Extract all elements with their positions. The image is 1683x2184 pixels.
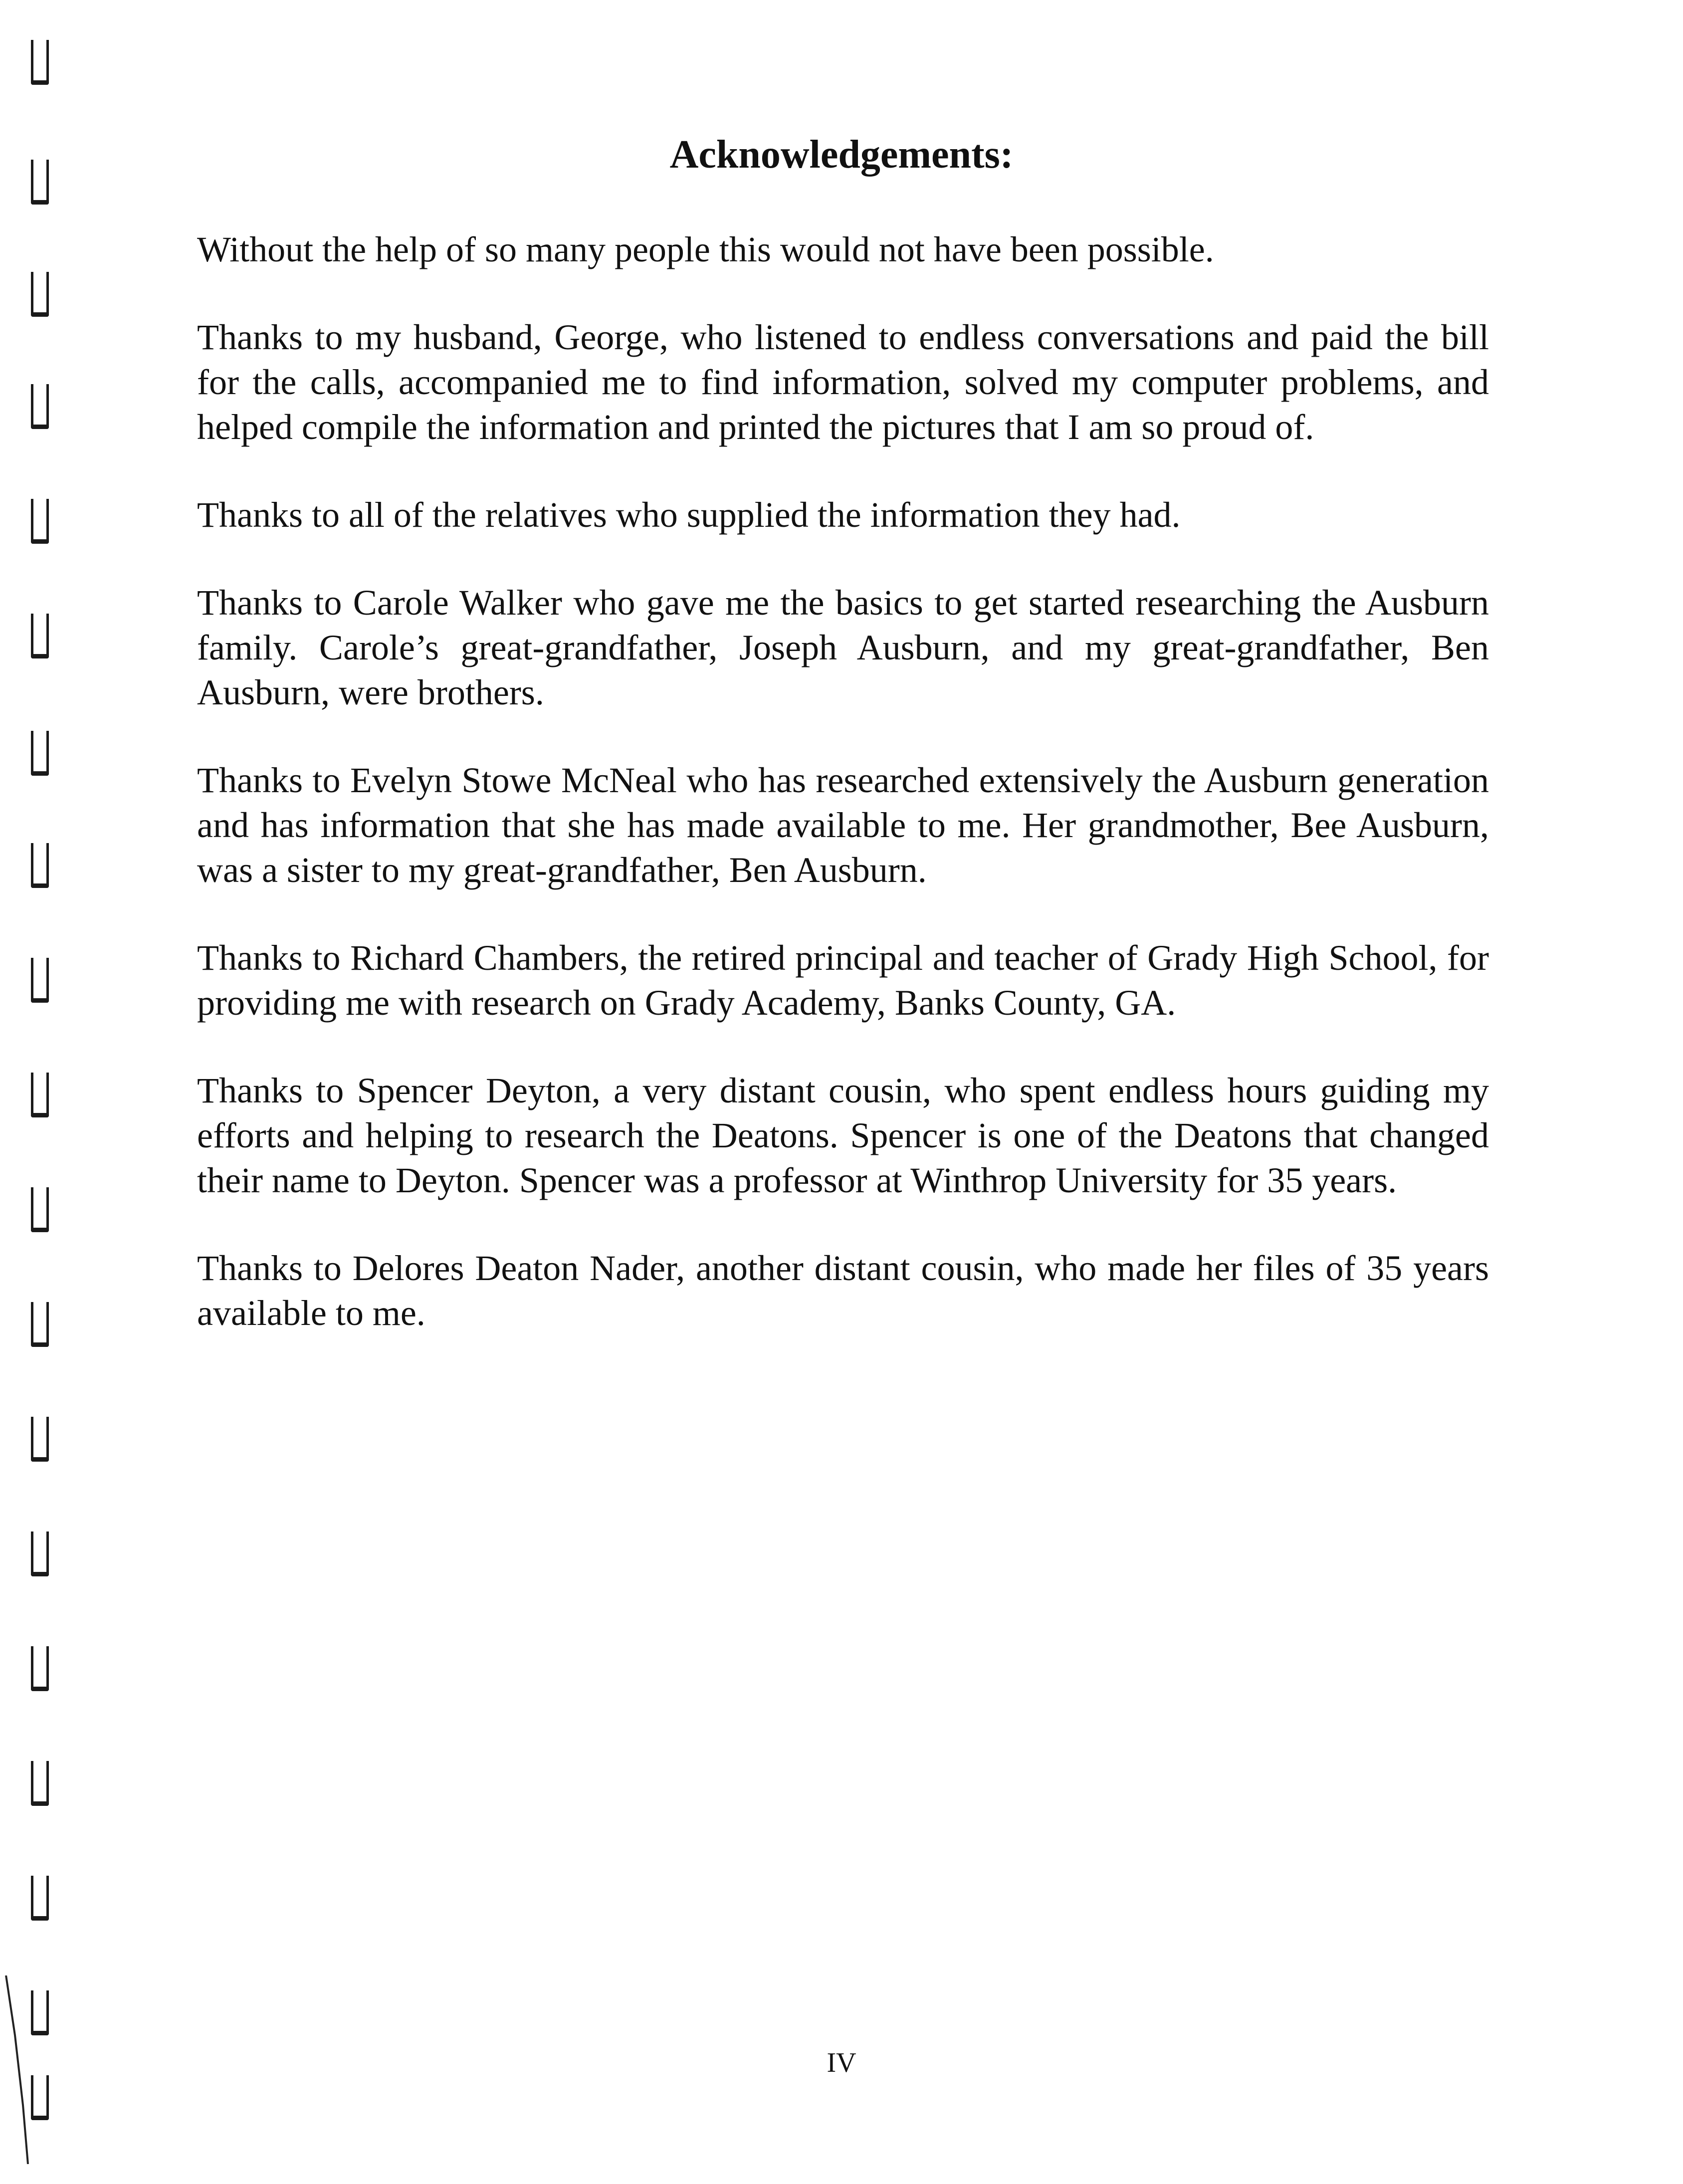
binding-marks [20,40,60,2105]
paragraph: Thanks to Delores Deaton Nader, another distant cousin, who made her files of 35 years available to me. [197,1248,1489,1333]
acknowledgements-body [197,227,1489,1378]
paragraph: Thanks to Evelyn Stowe McNeal who has researched extensively the Ausburn generation and has information that she has made available to me. Her grandmother, Bee Ausburn, was a sister to my great-grandfather, Ben Ausburn. [197,760,1489,890]
paragraph: Thanks to all of the relatives who supplied the information they had. [197,495,1181,535]
binding-mark [31,1073,49,1117]
binding-mark [31,1302,49,1347]
binding-mark [31,1531,49,1576]
paragraph: Thanks to Spencer Deyton, a very distant cousin, who spent endless hours guiding my efforts and helping to research the Deatons. Spencer is one of the Deatons that changed their name to Deyton. Spencer was a professor at Winthrop University for 35 years. [197,1071,1489,1200]
paragraph: Thanks to Richard Chambers, the retired principal and teacher of Grady High School, for providing me with research on Grady Academy, Banks County, GA. [197,938,1489,1023]
binding-mark [31,843,49,888]
binding-mark [31,499,49,544]
paragraph: Thanks to Carole Walker who gave me the basics to get started researching the Ausburn family. Carole’s great-grandfather, Joseph Ausburn, and my great-grandfather, Ben Ausburn, were brothers. [197,583,1489,712]
binding-mark [31,1417,49,1462]
page-number: IV [827,2047,856,2078]
binding-mark [31,614,49,658]
binding-mark [31,958,49,1003]
binding-mark [31,731,49,776]
binding-mark [31,40,49,85]
binding-mark [31,1187,49,1232]
binding-mark [31,384,49,429]
binding-mark [31,272,49,317]
binding-mark [31,1876,49,1921]
binding-mark [31,1761,49,1806]
binding-mark [31,1646,49,1691]
paragraph: Thanks to my husband, George, who listened to endless conversations and paid the bill for the calls, accompanied me to find information, solved my computer problems, and helped compile the information and printed the pictures that I am so proud of. [197,317,1489,447]
paragraph: Without the help of so many people this would not have been possible. [197,229,1214,269]
page-title: Acknowledgements: [669,133,1014,177]
